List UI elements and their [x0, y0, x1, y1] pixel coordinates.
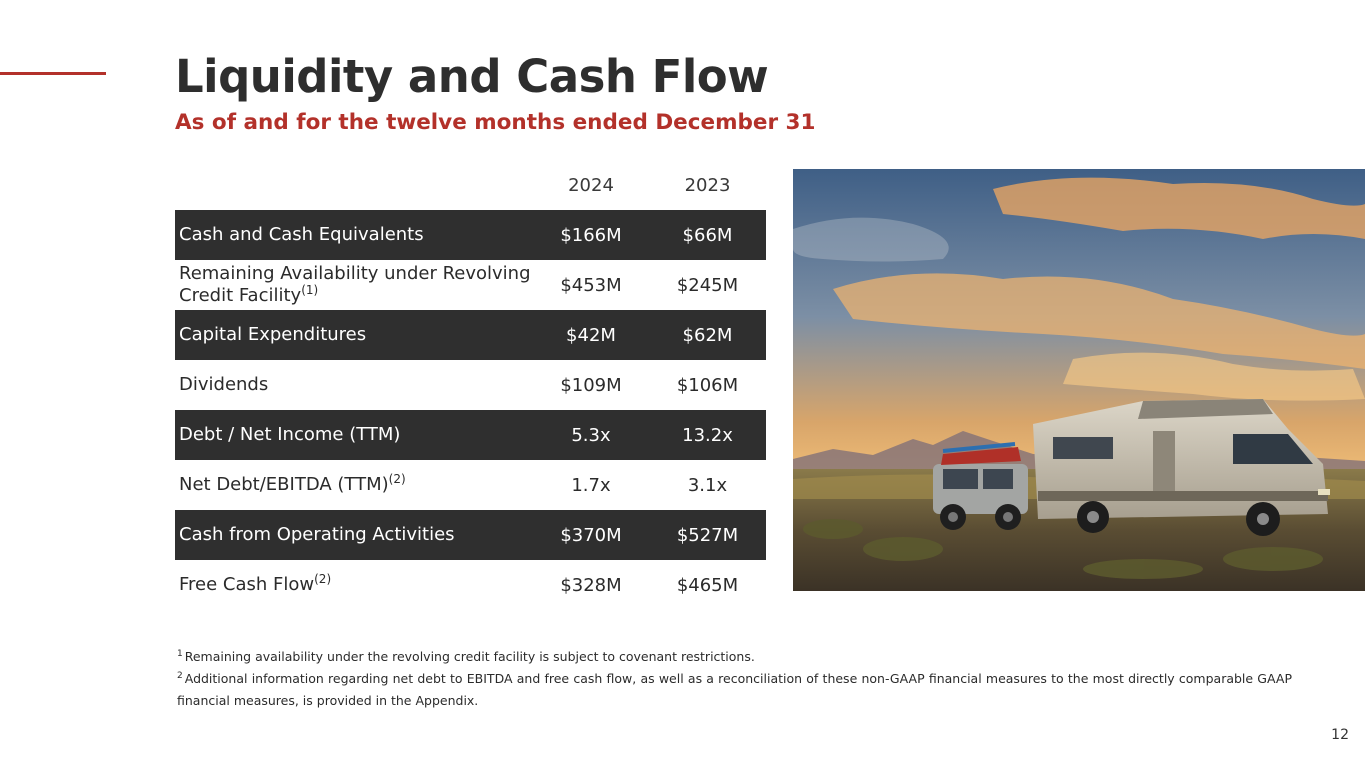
footnote-ref: (2)	[388, 472, 406, 486]
liquidity-table	[175, 160, 766, 610]
rv-jeep-desert-sunset-photo	[793, 169, 1365, 591]
footnotes	[177, 646, 1292, 712]
footnote-1	[177, 646, 1292, 668]
row-label	[175, 224, 533, 246]
row-label-text: Debt / Net Income (TTM)	[179, 424, 401, 445]
row-label	[175, 574, 533, 596]
value-2024: 5.3x	[571, 424, 611, 446]
header-2023: 2023	[684, 174, 731, 196]
row-label	[175, 263, 533, 307]
table-row	[175, 360, 766, 410]
footnote-marker: 1	[177, 649, 183, 659]
footnote-text: Additional information regarding net debt to EBITDA and free cash flow, as well as a reconciliation of these non-GAAP financial measures to the most directly comparable GAAP financial measures, is provided in the Appendix.	[177, 671, 1292, 708]
table-row	[175, 560, 766, 610]
table-row	[175, 510, 766, 560]
accent-line	[0, 72, 106, 75]
row-label	[175, 424, 533, 446]
page-title: Liquidity and Cash Flow	[175, 50, 769, 103]
row-label-text: Cash and Cash Equivalents	[179, 224, 424, 245]
page-subtitle: As of and for the twelve months ended December 31	[175, 110, 816, 135]
row-label-text: Capital Expenditures	[179, 324, 367, 345]
table-row	[175, 410, 766, 460]
table-row	[175, 260, 766, 310]
header-2024: 2024	[568, 174, 614, 196]
table-row	[175, 310, 766, 360]
footnote-2	[177, 668, 1292, 712]
value-2024: 1.7x	[571, 474, 611, 496]
row-label-text: Cash from Operating Activities	[179, 524, 455, 545]
value-2023: $527M	[676, 524, 739, 546]
value-2024: $166M	[560, 224, 622, 246]
footnote-text: Remaining availability under the revolving credit facility is subject to covenant restrictions.	[184, 649, 755, 664]
value-2024: $109M	[560, 374, 622, 396]
value-2024: $328M	[560, 574, 622, 596]
value-2023: $465M	[676, 574, 739, 596]
footnote-ref: (1)	[301, 283, 319, 297]
table-row	[175, 210, 766, 260]
value-2023: $62M	[682, 324, 733, 346]
row-label-text: Remaining Availability under Revolving Credit Facility	[179, 263, 531, 306]
value-2023: $66M	[682, 224, 733, 246]
footnote-marker: 2	[177, 671, 183, 681]
row-label	[175, 324, 533, 346]
row-label-text: Free Cash Flow	[179, 574, 315, 595]
row-label-text: Dividends	[179, 374, 269, 395]
table-row	[175, 460, 766, 510]
value-2023: $106M	[676, 374, 739, 396]
row-label-text: Net Debt/EBITDA (TTM)	[179, 474, 389, 495]
value-2023: 13.2x	[682, 424, 733, 446]
value-2023: 3.1x	[687, 474, 728, 496]
row-label	[175, 474, 533, 496]
value-2024: $370M	[560, 524, 622, 546]
row-label	[175, 374, 533, 396]
table-header	[175, 160, 766, 210]
page-number: 12	[1331, 727, 1349, 743]
row-label	[175, 524, 533, 546]
value-2023: $245M	[676, 274, 739, 296]
value-2024: $42M	[566, 324, 616, 346]
footnote-ref: (2)	[314, 572, 332, 586]
value-2024: $453M	[560, 274, 622, 296]
